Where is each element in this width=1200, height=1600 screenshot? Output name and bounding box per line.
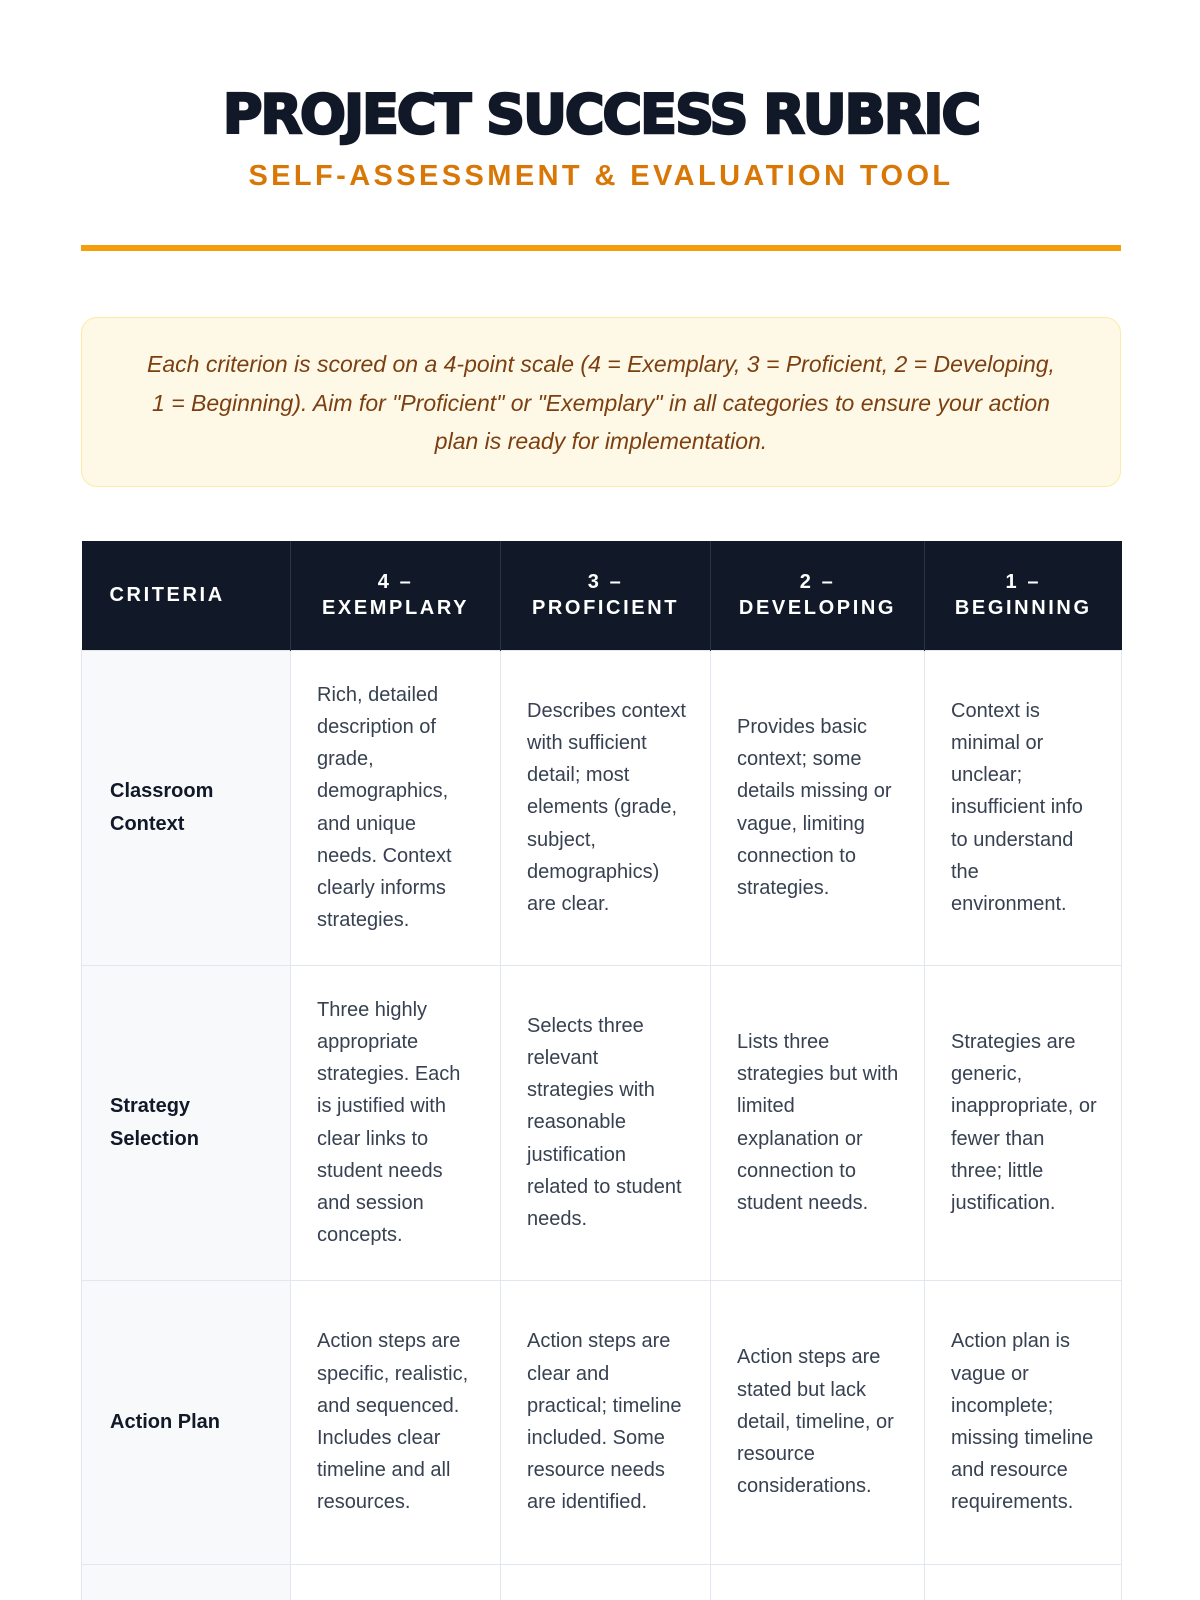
- rubric-body: [82, 650, 1122, 1600]
- header-proficient-score: 3 –: [587, 571, 624, 594]
- header-developing: [711, 541, 925, 650]
- proficient-cell: Action steps are clear and practical; timeline included. Some resource needs are identified.: [501, 1280, 711, 1564]
- instructions-text: Each criterion is scored on a 4-point scale (4 = Exemplary, 3 = Proficient, 2 = Developing, 1 = Beginning). Aim for "Proficient" or "Exemplary" in all categories to ensure your action plan is ready for implementation.: [147, 351, 1055, 454]
- header-proficient-label: PROFICIENT: [531, 597, 680, 620]
- criterion-cell: Action Plan: [82, 1280, 291, 1564]
- exemplary-cell: Three highly appropriate strategies. Each is justified with clear links to student needs and session concepts.: [291, 965, 501, 1280]
- header-exemplary: [291, 541, 501, 650]
- beginning-cell: Context is minimal or unclear; insufficient info to understand the environment.: [925, 650, 1122, 965]
- page-subtitle: SELF-ASSESSMENT & EVALUATION TOOL: [248, 160, 954, 192]
- proficient-cell: Selects three relevant strategies with reasonable justification related to student needs.: [501, 965, 711, 1280]
- beginning-cell: Strategies are generic, inappropriate, or fewer than three; little justification.: [925, 965, 1122, 1280]
- instructions-callout: [81, 317, 1121, 487]
- criterion-cell: Classroom Context: [82, 650, 291, 965]
- criterion-cell: [82, 1564, 291, 1600]
- exemplary-cell: Action steps are specific, realistic, and sequenced. Includes clear timeline and all resources.: [291, 1280, 501, 1564]
- header-criteria: CRITERIA: [82, 541, 291, 650]
- table-row: [82, 965, 1122, 1280]
- developing-cell: Provides basic context; some details missing or vague, limiting connection to strategies.: [711, 650, 925, 965]
- table-row: [82, 650, 1122, 965]
- header-exemplary-label: EXEMPLARY: [321, 597, 470, 620]
- beginning-cell: Action plan is vague or incomplete; missing timeline and resource requirements.: [925, 1280, 1122, 1564]
- accent-divider: [81, 245, 1121, 251]
- beginning-cell: [925, 1564, 1122, 1600]
- header-developing-label: DEVELOPING: [738, 597, 897, 620]
- page-title: PROJECT SUCCESS RUBRIC: [222, 83, 980, 146]
- developing-cell: Action steps are stated but lack detail, timeline, or resource considerations.: [711, 1280, 925, 1564]
- proficient-cell: Describes context with sufficient detail; most elements (grade, subject, demographics) are clear.: [501, 650, 711, 965]
- developing-cell: [711, 1564, 925, 1600]
- header-beginning-label: BEGINNING: [954, 597, 1092, 620]
- header-beginning-score: 1 –: [1005, 571, 1042, 594]
- header-row: [82, 541, 1122, 650]
- header-proficient: [501, 541, 711, 650]
- rubric-page: [81, 0, 1121, 1600]
- rubric-table: [81, 541, 1122, 1600]
- exemplary-cell: [291, 1564, 501, 1600]
- rubric-header: [82, 541, 1122, 650]
- exemplary-cell: Rich, detailed description of grade, demographics, and unique needs. Context clearly informs strategies.: [291, 650, 501, 965]
- header-beginning: [925, 541, 1122, 650]
- developing-cell: Lists three strategies but with limited explanation or connection to student needs.: [711, 965, 925, 1280]
- criterion-cell: Strategy Selection: [82, 965, 291, 1280]
- header-exemplary-score: 4 –: [377, 571, 414, 594]
- proficient-cell: [501, 1564, 711, 1600]
- table-row: [82, 1280, 1122, 1564]
- table-row-partial: [82, 1564, 1122, 1600]
- header-developing-score: 2 –: [799, 571, 836, 594]
